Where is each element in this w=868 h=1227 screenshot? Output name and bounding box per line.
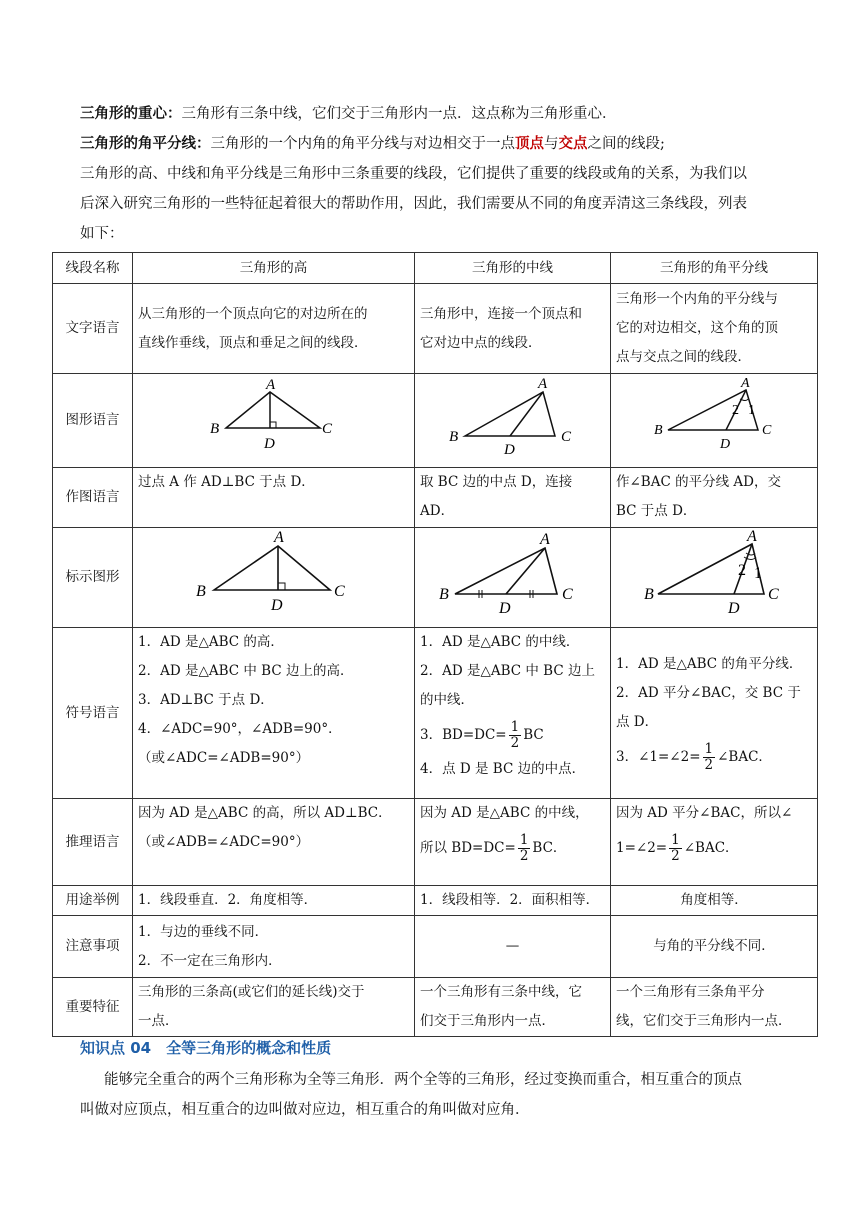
altitude-cell: 三角形的三条高(或它们的延长线)交于 一点． (133, 978, 415, 1037)
text-language-row (53, 284, 818, 374)
svg-text:A: A (539, 531, 550, 548)
svg-text:1: 1 (748, 403, 755, 418)
figure-language-row (53, 374, 818, 468)
row-label: 图形语言 (53, 374, 133, 468)
svg-text:C: C (762, 423, 772, 438)
median-cell: 因为 AD 是△ABC 的中线， 所以 BD=DC= $\frac{1}{2}$ BC． (415, 799, 611, 886)
header-cell: 三角形的中线 (415, 253, 611, 284)
row-label: 文字语言 (53, 284, 133, 374)
svg-text:C: C (560, 429, 571, 445)
label-c: C (321, 421, 332, 437)
row-label: 重要特征 (53, 978, 133, 1037)
svg-text:D: D (498, 600, 511, 616)
altitude-marked-figure (194, 528, 354, 616)
median-cell: 1．线段相等．2．面积相等． (415, 886, 611, 916)
altitude-cell: 从三角形的一个顶点向它的对边所在的 直线作垂线，顶点和垂足之间的线段． (133, 284, 415, 374)
fraction-one-half: $\frac{1}{2}$ (510, 719, 520, 751)
row-label: 注意事项 (53, 916, 133, 978)
median-cell: 三角形中，连接一个顶点和 它对边中点的线段． (415, 284, 611, 374)
bisector-point-highlight: 交点 (558, 136, 588, 152)
median-marked-figure (433, 528, 593, 616)
svg-text:D: D (503, 442, 515, 456)
median-triangle-figure (443, 374, 583, 456)
fraction-one-half: $\frac{1}{2}$ (671, 832, 680, 864)
bisector-marked-figure (634, 528, 794, 616)
median-cell: — (415, 916, 611, 978)
bisector-text-b: 之间的线段; (587, 136, 665, 152)
congruent-line-1: 能够完全重合的两个三角形称为全等三角形．两个全等的三角形，经过变换而重合，相互重合的顶点 (104, 1072, 742, 1088)
svg-text:B: B (654, 423, 663, 438)
svg-text:A: A (273, 529, 284, 546)
svg-text:2: 2 (738, 562, 746, 579)
bisector-paragraph (80, 134, 665, 154)
comparison-table (52, 252, 818, 1037)
bisector-text-a: 三角形的一个内角的角平分线与对边相交于一点 (210, 136, 515, 152)
bisector-cell: 因为 AD 平分∠BAC，所以∠ 1=∠2= $\frac{1}{2}$ ∠BAC． (611, 799, 818, 886)
section-heading: 知识点 04 全等三角形的概念和性质 (80, 1039, 332, 1057)
svg-text:A: A (537, 376, 547, 392)
svg-text:D: D (728, 600, 740, 616)
feature-row (53, 978, 818, 1037)
altitude-figure-cell (133, 374, 415, 468)
svg-text:A: A (747, 528, 757, 545)
svg-text:C: C (561, 586, 573, 603)
altitude-cell: 过点 A 作 AD⊥BC 于点 D． (133, 468, 415, 528)
label-d: D (263, 436, 275, 452)
bisector-cell: 作∠BAC 的平分线 AD，交 BC 于点 D． (611, 468, 818, 528)
svg-text:C: C (768, 586, 779, 603)
bisector-cell: 角度相等． (611, 886, 818, 916)
centroid-text: 三角形有三条中线，它们交于三角形内一点．这点称为三角形重心． (181, 106, 617, 122)
notice-row (53, 916, 818, 978)
bisector-and: 与 (544, 136, 559, 152)
bisector-cell: 1．AD 是△ABC 的角平分线． 2．AD 平分∠BAC，交 BC 于 点 D． 3．∠1=∠2= $\frac{1}{2}$ ∠BAC． (611, 628, 818, 799)
svg-text:D: D (270, 597, 283, 614)
header-row (53, 253, 818, 284)
altitude-cell: 1．与边的垂线不同． 2．不一定在三角形内． (133, 916, 415, 978)
bisector-triangle-figure (644, 374, 784, 456)
svg-text:C: C (333, 583, 345, 600)
bisector-cell: 一个三角形有三条角平分 线，它们交于三角形内一点． (611, 978, 818, 1037)
svg-text:B: B (644, 586, 654, 603)
altitude-cell: 1．AD 是△ABC 的高． 2．AD 是△ABC 中 BC 边上的高． 3．AD⊥BC 于点 D． 4．∠ADC=90°，∠ADB=90°． （或∠ADC=∠ADB=90°） (133, 628, 415, 799)
congruent-line-2: 叫做对应顶点，相互重合的边叫做对应边，相互重合的角叫做对应角． (80, 1102, 530, 1118)
centroid-label: 三角形的重心： (80, 106, 182, 122)
row-label: 符号语言 (53, 628, 133, 799)
row-label: 用途举例 (53, 886, 133, 916)
bisector-label: 三角形的角平分线： (80, 136, 211, 152)
marked-figure-row (53, 528, 818, 628)
svg-text:D: D (720, 437, 731, 452)
svg-text:1: 1 (754, 565, 762, 582)
intro-line-3: 如下： (80, 226, 124, 242)
fraction-one-half: $\frac{1}{2}$ (704, 740, 714, 773)
median-figure-cell (415, 374, 611, 468)
label-b: B (209, 421, 219, 437)
row-label: 作图语言 (53, 468, 133, 528)
construction-language-row (53, 468, 818, 528)
symbol-language-row (53, 628, 818, 799)
intro-line-2: 后深入研究三角形的一些特征起着很大的帮助作用，因此，我们需要从不同的角度弄清这三条线段，列表 (80, 196, 747, 212)
svg-text:B: B (438, 586, 449, 603)
row-label: 标示图形 (53, 528, 133, 628)
fraction-one-half: $\frac{1}{2}$ (519, 832, 529, 864)
median-cell: 1．AD 是△ABC 的中线． 2．AD 是△ABC 中 BC 边上 的中线． 3．BD=DC= $\frac{1}{2}$ BC 4．点 D 是 BC 边的中点． (415, 628, 611, 799)
header-cell: 三角形的角平分线 (611, 253, 818, 284)
svg-text:B: B (448, 429, 458, 445)
label-a: A (265, 377, 275, 393)
bisector-marked-cell (611, 528, 818, 628)
header-cell: 三角形的高 (133, 253, 415, 284)
reasoning-language-row (53, 799, 818, 886)
bisector-cell: 三角形一个内角的平分线与 它的对边相交，这个角的顶 点与交点之间的线段． (611, 284, 818, 374)
altitude-marked-cell (133, 528, 415, 628)
bisector-figure-cell (611, 374, 818, 468)
median-marked-cell (415, 528, 611, 628)
row-label: 推理语言 (53, 799, 133, 886)
median-cell: 取 BC 边的中点 D，连接 AD． (415, 468, 611, 528)
median-cell: 一个三角形有三条中线，它 们交于三角形内一点． (415, 978, 611, 1037)
header-cell: 线段名称 (53, 253, 133, 284)
altitude-cell: 1．线段垂直．2．角度相等． (133, 886, 415, 916)
centroid-paragraph (80, 104, 617, 124)
altitude-triangle-figure (204, 374, 344, 456)
bisector-cell: 与角的平分线不同． (611, 916, 818, 978)
altitude-cell: 因为 AD 是△ABC 的高，所以 AD⊥BC． （或∠ADB=∠ADC=90°） (133, 799, 415, 886)
intro-line-1: 三角形的高、中线和角平分线是三角形中三条重要的线段，它们提供了重要的线段或角的关系，为我们以 (80, 166, 747, 182)
svg-text:A: A (741, 376, 750, 391)
svg-text:2: 2 (732, 403, 739, 418)
usage-row (53, 886, 818, 916)
bisector-vertex-highlight: 顶点 (515, 136, 544, 152)
svg-text:B: B (195, 583, 206, 600)
